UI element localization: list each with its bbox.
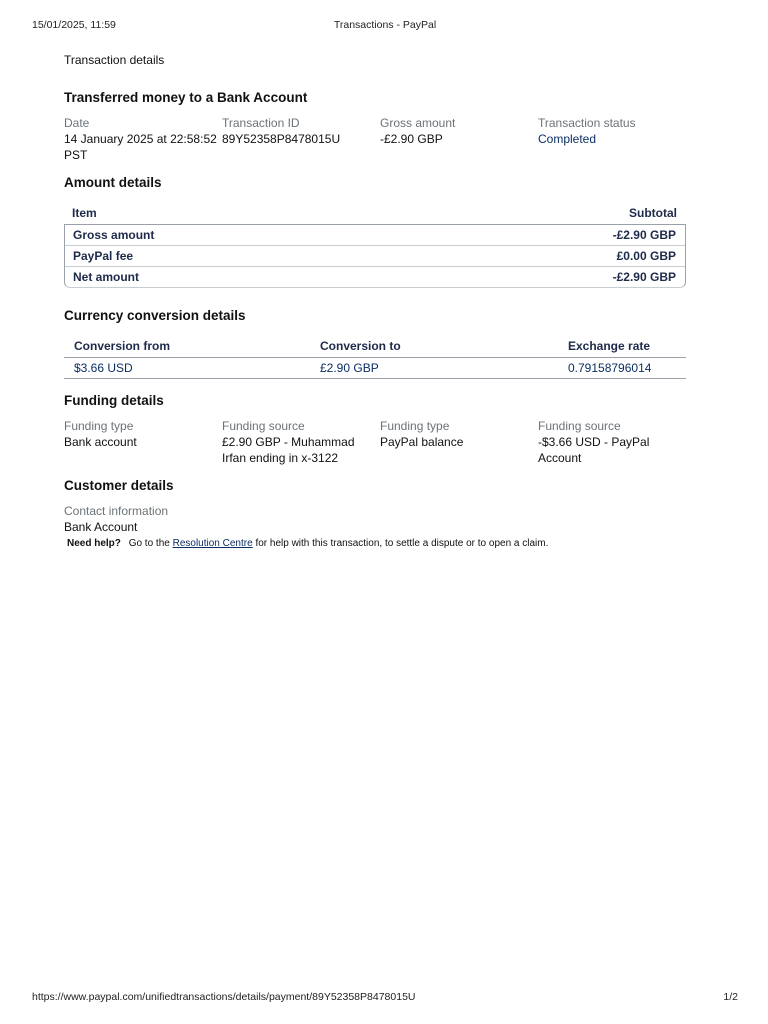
resolution-centre-link[interactable]: Resolution Centre [172,538,253,549]
contact-information-label: Contact information [64,504,169,518]
funding-source-value: -$3.66 USD - PayPal Account [538,435,650,465]
funding-source-label: Funding source [538,419,621,433]
transaction-summary [64,115,686,163]
conversion-to-value: £2.90 GBP [320,361,379,375]
transaction-id-value: 89Y52358P8478015U [222,132,341,146]
funding-type-label: Funding type [380,419,450,433]
summary-transaction-id [222,115,380,163]
print-page-number: 1/2 [723,991,738,1003]
transaction-details-page [64,50,686,549]
date-value: 14 January 2025 at 22:58:52 PST [64,132,217,162]
print-header [32,19,738,33]
subtotal-column-header: Subtotal [629,205,677,220]
print-timestamp: 15/01/2025, 11:59 [32,19,116,31]
amount-details-title: Amount details [64,175,162,190]
funding-details-title: Funding details [64,393,164,408]
print-footer [32,991,738,1005]
conversion-table-header [64,334,686,358]
conversion-from-header: Conversion from [74,338,171,353]
exchange-rate-header: Exchange rate [568,338,651,353]
conversion-to-header: Conversion to [320,338,401,353]
row-item: Net amount [73,270,139,284]
amount-table-body [64,225,686,288]
date-label: Date [64,116,90,130]
conversion-from-value: $3.66 USD [74,361,133,375]
row-subtotal: -£2.90 GBP [612,270,676,284]
transaction-status-label: Transaction status [538,116,636,130]
funding-source-label: Funding source [222,419,305,433]
funding-item [380,418,538,466]
funding-type-value: Bank account [64,435,137,449]
funding-details [64,418,686,466]
table-row [65,246,685,267]
gross-amount-label: Gross amount [380,116,456,130]
help-text [64,538,686,549]
funding-item [222,418,380,466]
table-row [65,225,685,246]
amount-details-table [64,201,686,288]
summary-transaction-status [538,115,686,163]
row-item: Gross amount [73,228,155,242]
row-item: PayPal fee [73,249,134,263]
funding-item [64,418,222,466]
gross-amount-value: -£2.90 GBP [380,132,443,146]
funding-item [538,418,686,466]
help-suffix: for help with this transaction, to settle a dispute or to open a claim. [255,538,549,549]
customer-details [64,503,686,535]
page-heading: Transaction details [64,53,165,67]
item-column-header: Item [72,205,97,220]
transaction-status-value: Completed [538,132,597,146]
table-row [65,267,685,287]
row-subtotal: £0.00 GBP [616,249,676,263]
contact-information-value: Bank Account [64,520,138,534]
transaction-heading: Transferred money to a Bank Account [64,90,308,105]
print-url: https://www.paypal.com/unifiedtransactions/details/payment/89Y52358P8478015U [32,991,416,1003]
table-row [64,358,686,379]
customer-details-title: Customer details [64,478,174,493]
currency-conversion-table [64,334,686,379]
transaction-id-label: Transaction ID [222,116,300,130]
amount-table-header [64,201,686,225]
summary-date [64,115,222,163]
row-subtotal: -£2.90 GBP [612,228,676,242]
summary-gross-amount [380,115,538,163]
exchange-rate-value: 0.79158796014 [568,361,652,375]
currency-conversion-title: Currency conversion details [64,308,246,323]
help-prefix: Go to the [128,538,170,549]
funding-type-label: Funding type [64,419,134,433]
need-help-label: Need help? [67,538,121,549]
funding-source-value: £2.90 GBP - Muhammad Irfan ending in x-3122 [222,435,355,465]
print-document-title: Transactions - PayPal [333,19,437,31]
funding-type-value: PayPal balance [380,435,464,449]
